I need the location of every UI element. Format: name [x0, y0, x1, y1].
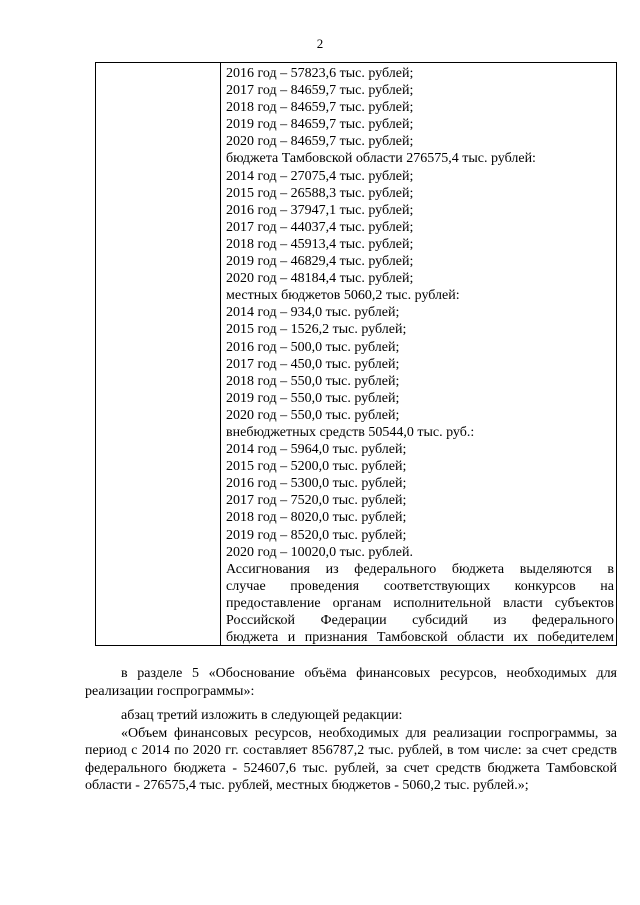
table-line: 2017 год – 84659,7 тыс. рублей; [226, 83, 414, 99]
paragraph-new-wording: «Объем финансовых ресурсов, необходимых для реализации госпрограммы, за период с 2014 по 2020 гг. составляет 856787,2 тыс. рублей, в том числе: за счет средств федерального бюджета - 524607,6 тыс. рублей, за счет средств бюджета Тамбовской области - 276575,4 тыс. рублей, местных бюджетов - 5060,2 тыс. рублей.»; [85, 725, 617, 793]
table-line: 2015 год – 5200,0 тыс. рублей; [226, 459, 407, 475]
assignment-note-line: Ассигнования из федерального бюджета выделяются в [226, 561, 614, 577]
table-line: 2020 год – 550,0 тыс. рублей; [226, 407, 400, 423]
table-line: 2019 год – 84659,7 тыс. рублей; [226, 117, 414, 133]
table-line: 2018 год – 45913,4 тыс. рублей; [226, 236, 414, 252]
table-line: 2015 год – 1526,2 тыс. рублей; [226, 322, 407, 338]
table-line: 2016 год – 37947,1 тыс. рублей; [226, 202, 414, 218]
table-line: 2014 год – 27075,4 тыс. рублей; [226, 168, 414, 184]
table-line: 2014 год – 934,0 тыс. рублей; [226, 305, 400, 321]
table-line: 2014 год – 5964,0 тыс. рублей; [226, 442, 407, 458]
table-line: 2020 год – 84659,7 тыс. рублей; [226, 134, 414, 150]
page-number: 2 [316, 36, 324, 51]
table-column-divider [220, 63, 221, 645]
table-line: 2017 год – 44037,4 тыс. рублей; [226, 219, 414, 235]
table-line: бюджета Тамбовской области 276575,4 тыс. рублей: [226, 151, 536, 167]
table-line: внебюджетных средств 50544,0 тыс. руб.: [226, 424, 475, 440]
table-line: 2019 год – 8520,0 тыс. рублей; [226, 527, 407, 543]
body-text [85, 665, 617, 795]
table-line: 2019 год – 46829,4 тыс. рублей; [226, 254, 414, 270]
table-line: 2015 год – 26588,3 тыс. рублей; [226, 185, 414, 201]
table-line: 2018 год – 550,0 тыс. рублей; [226, 373, 400, 389]
table-line: 2016 год – 500,0 тыс. рублей; [226, 339, 400, 355]
table-line: 2016 год – 57823,6 тыс. рублей; [226, 66, 414, 81]
table-line: 2019 год – 550,0 тыс. рублей; [226, 390, 400, 406]
assignment-note-line: предоставление органам исполнительной власти субъектов [226, 595, 614, 611]
table-line: 2018 год – 84659,7 тыс. рублей; [226, 100, 414, 116]
table-line: 2020 год – 10020,0 тыс. рублей. [226, 544, 413, 560]
assignment-note-line: Российской Федерации субсидий из федерального [226, 613, 614, 628]
table-line: 2016 год – 5300,0 тыс. рублей; [226, 476, 407, 492]
table-line: 2017 год – 7520,0 тыс. рублей; [226, 493, 407, 509]
funding-table [95, 62, 617, 646]
table-cell-funding [226, 65, 614, 646]
paragraph-section-5: в разделе 5 «Обоснование объёма финансовых ресурсов, необходимых для реализации госпрограммы»: [85, 666, 617, 699]
table-line: 2017 год – 450,0 тыс. рублей; [226, 356, 400, 372]
table-line: 2020 год – 48184,4 тыс. рублей; [226, 271, 414, 287]
assignment-note-line: случае проведения соответствующих конкурсов на [226, 578, 614, 594]
assignment-note-line: бюджета и признания Тамбовской области их победителем [226, 630, 614, 646]
table-line: 2018 год – 8020,0 тыс. рублей; [226, 510, 407, 526]
table-line: местных бюджетов 5060,2 тыс. рублей: [226, 288, 460, 304]
paragraph-instruction: абзац третий изложить в следующей редакции: [121, 708, 403, 723]
